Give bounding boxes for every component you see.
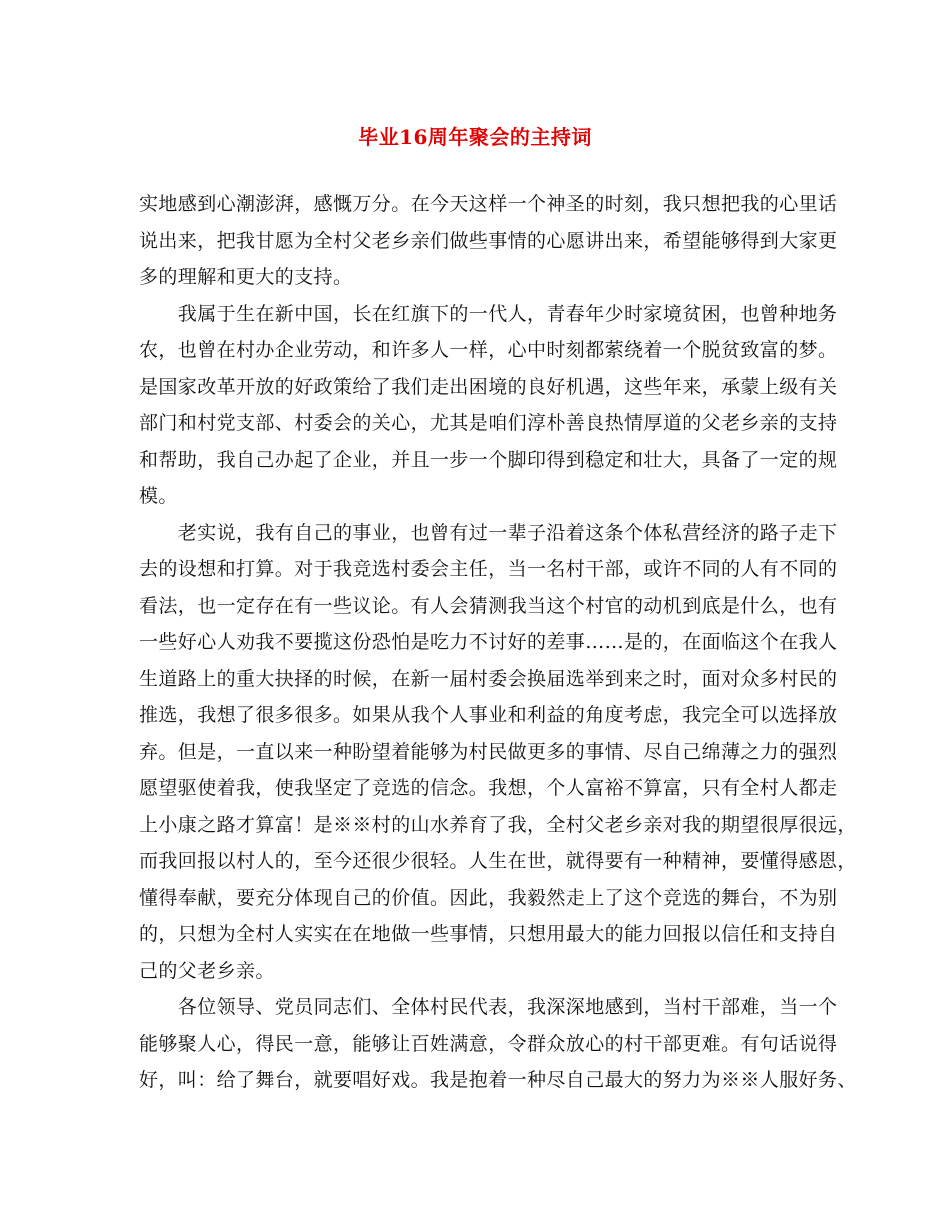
text-line: 部门和村党支部、村委会的关心，尤其是咱们淳朴善良热情厚道的父老乡亲的支持 [139, 412, 838, 434]
text-line: 说出来，把我甘愿为全村父老乡亲们做些事情的心愿讲出来，希望能够得到大家更 [139, 229, 838, 252]
document-title: 毕业16周年聚会的主持词 [358, 125, 592, 149]
text-line: 的，只想为全村人实实在在地做一些事情，只想用最大的能力回报以信任和支持自 [139, 923, 838, 945]
text-line: 多的理解和更大的支持。 [139, 266, 353, 288]
text-line: 好，叫：给了舞台，就要唱好戏。我是抱着一种尽自己最大的努力为※※人服好务、 [139, 1069, 857, 1091]
text-line: 农，也曾在村办企业劳动，和许多人一样，心中时刻都萦绕着一个脱贫致富的梦。 [139, 339, 838, 361]
text-line: 老实说，我有自己的事业，也曾有过一辈子沿着这条个体私营经济的路子走下 [139, 521, 838, 544]
text-line: 和帮助，我自己办起了企业，并且一步一个脚印得到稳定和壮大，具备了一定的规 [139, 448, 838, 471]
text-line: 看法，也一定存在有一些议论。有人会猜测我当这个村官的动机到底是什么，也有 [139, 594, 838, 617]
text-line: 弃。但是，一直以来一种盼望着能够为村民做更多的事情、尽自己绵薄之力的强烈 [139, 740, 838, 763]
text-line: 上小康之路才算富！是※※村的山水养育了我，全村父老乡亲对我的期望很厚很远， [139, 813, 857, 836]
text-line: 生道路上的重大抉择的时候，在新一届村委会换届选举到来之时，面对众多村民的 [139, 667, 838, 690]
text-line: 去的设想和打算。对于我竞选村委会主任，当一名村干部，或许不同的人有不同的 [139, 558, 838, 580]
text-line: 我属于生在新中国，长在红旗下的一代人，青春年少时家境贫困，也曾种地务 [139, 302, 838, 325]
text-line: 模。 [139, 485, 178, 507]
text-line: 而我回报以村人的，至今还很少很轻。人生在世，就得要有一种精神，要懂得感恩， [139, 850, 857, 872]
text-line: 愿望驱使着我，使我坚定了竞选的信念。我想，个人富裕不算富，只有全村人都走 [139, 777, 838, 799]
text-line: 一些好心人劝我不要揽这份恐怕是吃力不讨好的差事……是的，在面临这个在我人 [139, 631, 838, 653]
text-line: 懂得奉献，要充分体现自己的价值。因此，我毅然走上了这个竞选的舞台，不为别 [139, 886, 838, 909]
document-body [139, 186, 857, 1099]
text-line: 是国家改革开放的好政策给了我们走出困境的良好机遇，这些年来，承蒙上级有关 [139, 375, 838, 398]
text-line: 能够聚人心，得民一意，能够让百姓满意，令群众放心的村干部更难。有句话说得 [139, 1032, 838, 1055]
text-line: 己的父老乡亲。 [139, 959, 275, 982]
text-line: 实地感到心潮澎湃，感慨万分。在今天这样一个神圣的时刻，我只想把我的心里话 [139, 193, 838, 215]
text-line: 推选，我想了很多很多。如果从我个人事业和利益的角度考虑，我完全可以选择放 [139, 704, 838, 726]
text-line: 各位领导、党员同志们、全体村民代表，我深深地感到，当村干部难，当一个 [139, 996, 838, 1018]
